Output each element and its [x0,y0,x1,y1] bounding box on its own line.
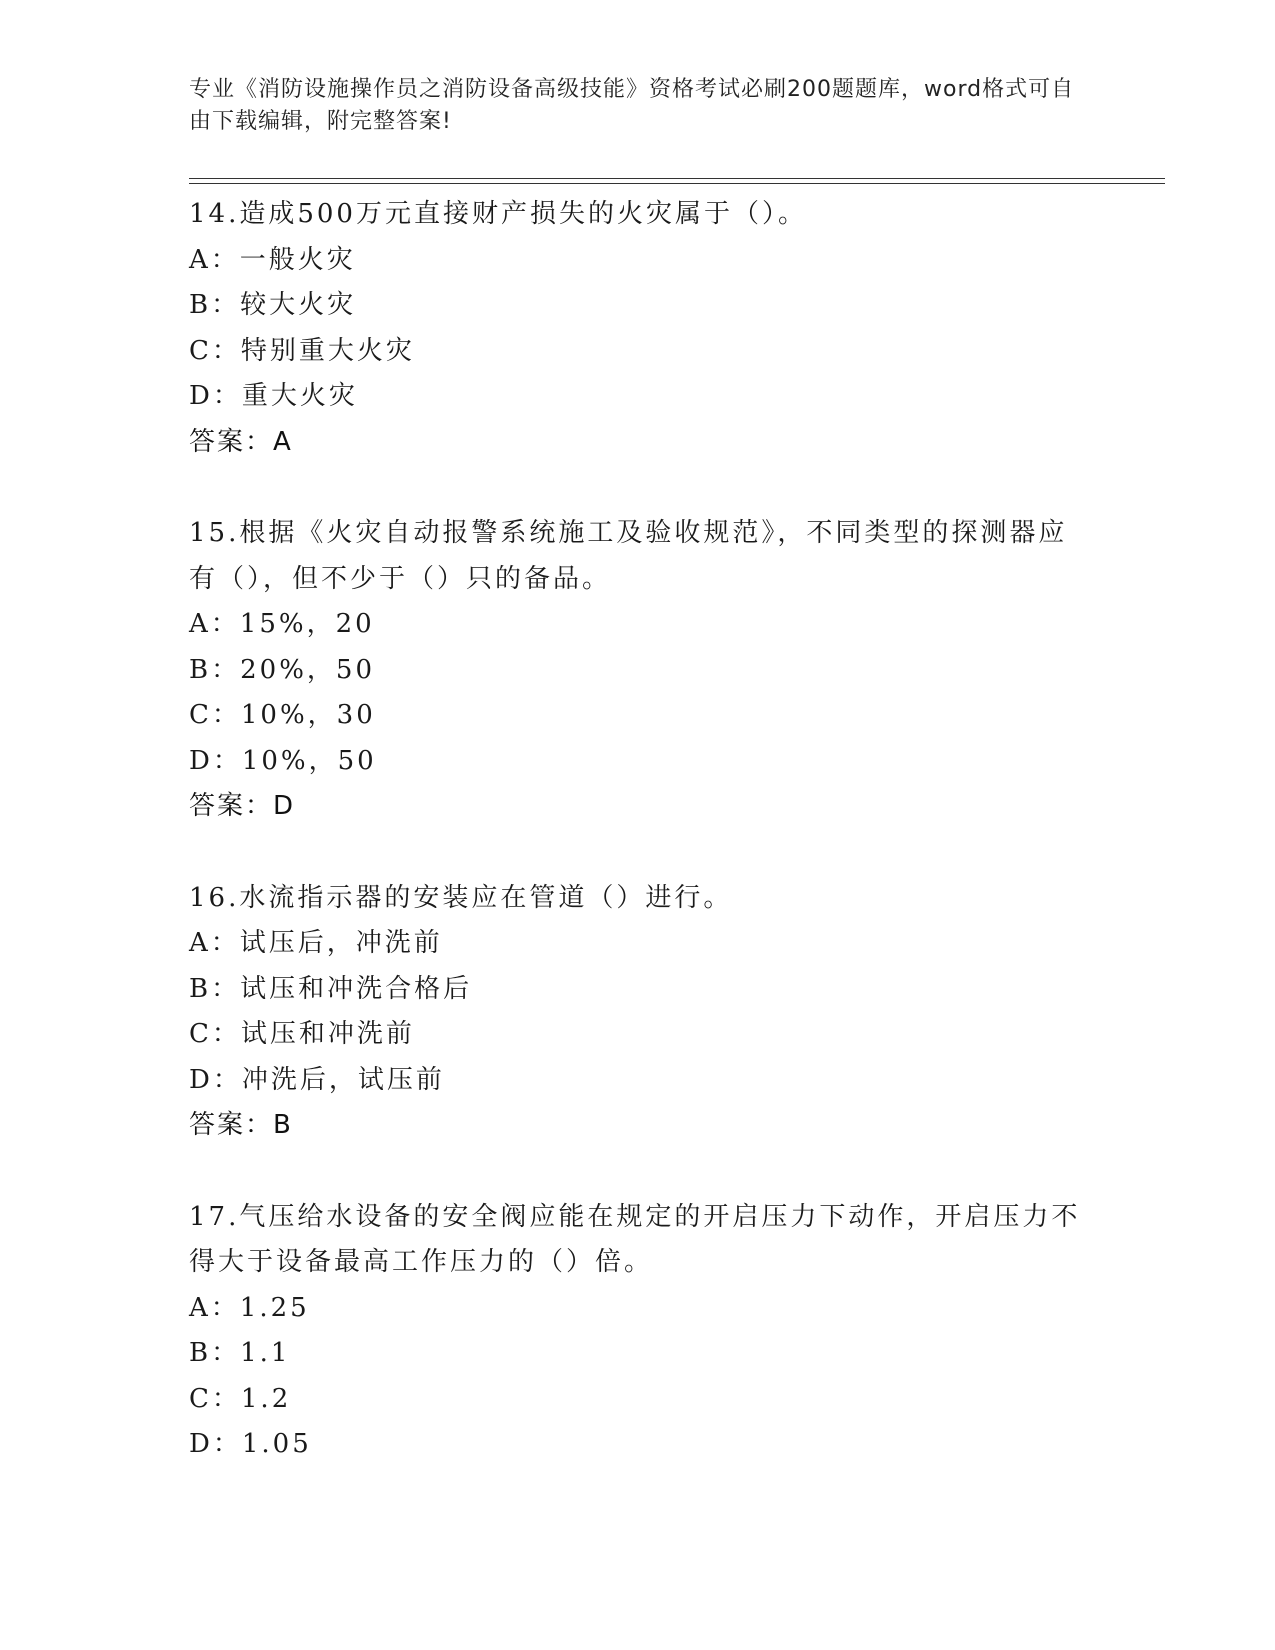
document-header: 专业《消防设施操作员之消防设备高级技能》资格考试必刷200题题库，word格式可自由下载编辑，附完整答案! [189,77,1075,134]
option-d: D：冲洗后，试压前 [189,1064,445,1095]
answer-line: 答案：A [189,426,293,457]
question-stem: 14.造成500万元直接财产损失的火灾属于（）。 [189,199,807,229]
answer-line: 答案：B [189,1110,293,1140]
question-15 [189,511,1089,830]
option-a: A：试压后，冲洗前 [189,928,443,958]
option-b: B：1.1 [189,1338,291,1368]
option-d: D：重大火灾 [189,381,358,411]
option-b: B：20%，50 [189,654,375,685]
question-stem: 16.水流指示器的安装应在管道（）进行。 [189,882,733,913]
header-divider-bottom [189,183,1165,184]
header-divider-top [189,178,1165,179]
question-list [189,192,1089,1468]
option-d: D：1.05 [189,1429,312,1459]
question-stem: 15.根据《火灾自动报警系统施工及验收规范》，不同类型的探测器应有（），但不少于（）只的备品。 [189,518,1068,594]
option-a: A：1.25 [189,1292,310,1323]
option-a: A：15%，20 [189,609,375,639]
option-d: D：10%，50 [189,745,377,776]
option-c: C：试压和冲洗前 [189,1019,415,1049]
option-c: C：特别重大火灾 [189,335,415,366]
option-a: A：一般火灾 [189,244,356,275]
question-16 [189,876,1089,1149]
question-14 [189,192,1089,465]
question-17 [189,1195,1089,1468]
option-c: C：10%，30 [189,700,376,730]
question-stem: 17.气压给水设备的安全阀应能在规定的开启压力下动作，开启压力不得大于设备最高工作压力的（）倍。 [189,1201,1081,1277]
option-b: B：较大火灾 [189,290,357,320]
option-c: C：1.2 [189,1383,292,1414]
answer-line: 答案：D [189,791,296,821]
option-b: B：试压和冲洗合格后 [189,973,473,1004]
